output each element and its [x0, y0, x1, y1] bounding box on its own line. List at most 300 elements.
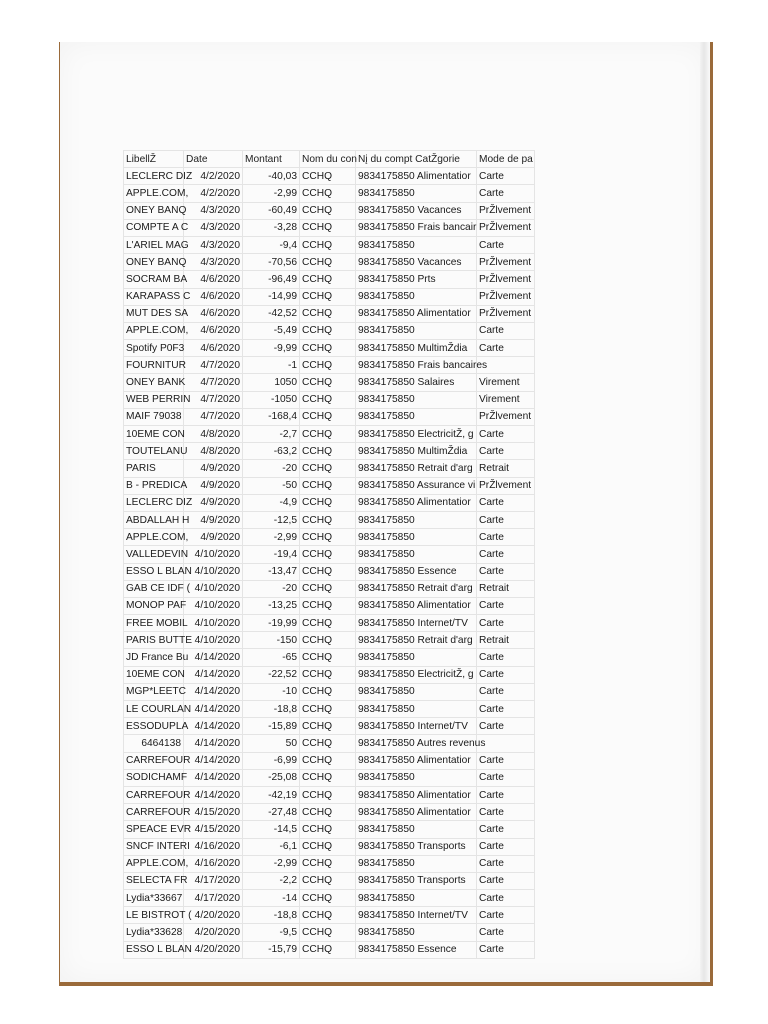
- libelle-cell: MUT DES SA: [124, 305, 184, 322]
- date-cell: 4/20/2020: [184, 907, 243, 924]
- montant-cell: -50: [243, 477, 300, 494]
- table-row: [124, 254, 535, 271]
- nom-compte-cell: CCHQ: [300, 632, 356, 649]
- mode-paiement-cell: Carte: [477, 236, 535, 253]
- mode-paiement-cell: Carte: [477, 872, 535, 889]
- numero-categorie-cell: 9834175850: [356, 236, 477, 253]
- montant-cell: -63,2: [243, 443, 300, 460]
- numero-categorie-cell: 9834175850: [356, 391, 477, 408]
- montant-cell: -42,19: [243, 786, 300, 803]
- libelle-cell: FREE MOBIL: [124, 615, 184, 632]
- date-cell: 4/6/2020: [184, 340, 243, 357]
- libelle-cell: Spotify P0F3: [124, 340, 184, 357]
- libelle-cell: SNCF INTERI: [124, 838, 184, 855]
- numero-categorie-cell: 9834175850: [356, 890, 477, 907]
- montant-cell: -22,52: [243, 666, 300, 683]
- montant-cell: -19,4: [243, 546, 300, 563]
- table-row: [124, 890, 535, 907]
- libelle-cell: ONEY BANQ: [124, 254, 184, 271]
- numero-categorie-cell: 9834175850 Retrait d'arg: [356, 460, 477, 477]
- nom-compte-cell: CCHQ: [300, 288, 356, 305]
- nom-compte-cell: CCHQ: [300, 666, 356, 683]
- numero-categorie-cell: 9834175850 Retrait d'arg: [356, 632, 477, 649]
- date-cell: 4/8/2020: [184, 426, 243, 443]
- mode-paiement-cell: Retrait: [477, 632, 535, 649]
- mode-paiement-cell: Carte: [477, 838, 535, 855]
- table-row: [124, 941, 535, 958]
- libelle-cell: COMPTE A C: [124, 219, 184, 236]
- montant-cell: -15,79: [243, 941, 300, 958]
- nom-compte-cell: CCHQ: [300, 219, 356, 236]
- table-row: [124, 408, 535, 425]
- mode-paiement-cell: Carte: [477, 185, 535, 202]
- nom-compte-cell: CCHQ: [300, 271, 356, 288]
- libelle-cell: TOUTELANU: [124, 443, 184, 460]
- numero-categorie-cell: 9834175850 Assurance vi: [356, 477, 477, 494]
- transactions-table: [123, 150, 535, 959]
- mode-paiement-cell: Carte: [477, 529, 535, 546]
- table-row: [124, 494, 535, 511]
- background: [0, 0, 768, 40]
- nom-compte-cell: CCHQ: [300, 718, 356, 735]
- montant-cell: -2,99: [243, 855, 300, 872]
- libelle-cell: ESSO L BLAN: [124, 563, 184, 580]
- libelle-cell: WEB PERRIN: [124, 391, 184, 408]
- nom-compte-cell: CCHQ: [300, 202, 356, 219]
- numero-categorie-cell: 9834175850 Autres revenus: [356, 735, 477, 752]
- table-header: [124, 151, 535, 168]
- libelle-cell: APPLE.COM,: [124, 529, 184, 546]
- nom-compte-cell: CCHQ: [300, 340, 356, 357]
- mode-paiement-cell: Carte: [477, 786, 535, 803]
- date-cell: 4/2/2020: [184, 168, 243, 185]
- numero-categorie-cell: 9834175850 Alimentatior: [356, 804, 477, 821]
- nom-compte-cell: CCHQ: [300, 254, 356, 271]
- mode-paiement-cell: Carte: [477, 666, 535, 683]
- numero-categorie-cell: 9834175850 ElectricitŽ, g: [356, 426, 477, 443]
- mode-paiement-cell: [477, 735, 535, 752]
- libelle-cell: SODICHAMF: [124, 769, 184, 786]
- date-cell: 4/9/2020: [184, 529, 243, 546]
- nom-compte-cell: CCHQ: [300, 649, 356, 666]
- montant-cell: -4,9: [243, 494, 300, 511]
- numero-categorie-cell: 9834175850 MultimŽdia: [356, 443, 477, 460]
- date-cell: 4/3/2020: [184, 202, 243, 219]
- montant-cell: -40,03: [243, 168, 300, 185]
- mode-paiement-cell: Carte: [477, 168, 535, 185]
- table-row: [124, 391, 535, 408]
- date-cell: 4/15/2020: [184, 804, 243, 821]
- date-cell: 4/3/2020: [184, 236, 243, 253]
- date-cell: 4/6/2020: [184, 271, 243, 288]
- numero-categorie-cell: 9834175850: [356, 855, 477, 872]
- nom-compte-cell: CCHQ: [300, 494, 356, 511]
- numero-categorie-cell: 9834175850: [356, 288, 477, 305]
- montant-cell: -96,49: [243, 271, 300, 288]
- montant-cell: -9,99: [243, 340, 300, 357]
- mode-paiement-cell: Retrait: [477, 460, 535, 477]
- mode-paiement-cell: PrŽlvement: [477, 254, 535, 271]
- date-cell: 4/15/2020: [184, 821, 243, 838]
- nom-compte-cell: CCHQ: [300, 460, 356, 477]
- numero-categorie-cell: 9834175850 Alimentatior: [356, 786, 477, 803]
- date-cell: 4/10/2020: [184, 632, 243, 649]
- table-row: [124, 236, 535, 253]
- nom-compte-cell: CCHQ: [300, 168, 356, 185]
- numero-categorie-cell: 9834175850 Essence: [356, 941, 477, 958]
- table-row: [124, 271, 535, 288]
- date-cell: 4/7/2020: [184, 357, 243, 374]
- libelle-cell: L'ARIEL MAG: [124, 236, 184, 253]
- numero-categorie-cell: 9834175850: [356, 511, 477, 528]
- numero-categorie-cell: 9834175850 MultimŽdia: [356, 340, 477, 357]
- table-row: [124, 907, 535, 924]
- nom-compte-cell: CCHQ: [300, 305, 356, 322]
- libelle-cell: 6464138: [124, 735, 184, 752]
- libelle-cell: Lydia*33628: [124, 924, 184, 941]
- nom-compte-cell: CCHQ: [300, 890, 356, 907]
- table-row: [124, 597, 535, 614]
- numero-categorie-cell: 9834175850 Transports: [356, 838, 477, 855]
- libelle-cell: LE BISTROT (: [124, 907, 184, 924]
- numero-categorie-cell: 9834175850 Essence: [356, 563, 477, 580]
- libelle-cell: ESSO L BLAN: [124, 941, 184, 958]
- mode-paiement-cell: Carte: [477, 701, 535, 718]
- date-cell: 4/20/2020: [184, 924, 243, 941]
- nom-compte-cell: CCHQ: [300, 907, 356, 924]
- table-row: [124, 872, 535, 889]
- numero-categorie-cell: 9834175850 Retrait d'arg: [356, 580, 477, 597]
- montant-cell: -2,99: [243, 529, 300, 546]
- date-cell: 4/6/2020: [184, 322, 243, 339]
- mode-paiement-cell: Carte: [477, 615, 535, 632]
- table-row: [124, 924, 535, 941]
- table-row: [124, 855, 535, 872]
- montant-header: Montant: [243, 151, 300, 168]
- nom-compte-cell: CCHQ: [300, 924, 356, 941]
- mode-paiement-cell: Virement: [477, 374, 535, 391]
- montant-cell: 50: [243, 735, 300, 752]
- libelle-cell: SELECTA FR: [124, 872, 184, 889]
- numero-categorie-cell: 9834175850 Alimentatior: [356, 305, 477, 322]
- numero-categorie-cell: 9834175850 Internet/TV: [356, 615, 477, 632]
- montant-cell: -18,8: [243, 701, 300, 718]
- montant-cell: -42,52: [243, 305, 300, 322]
- mode-paiement-cell: PrŽlvement: [477, 305, 535, 322]
- montant-cell: -20: [243, 460, 300, 477]
- date-cell: 4/14/2020: [184, 735, 243, 752]
- mode-paiement-cell: Carte: [477, 683, 535, 700]
- mode-paiement-cell: Carte: [477, 855, 535, 872]
- table-row: [124, 546, 535, 563]
- date-cell: 4/10/2020: [184, 546, 243, 563]
- montant-cell: -14,99: [243, 288, 300, 305]
- montant-cell: -1050: [243, 391, 300, 408]
- montant-cell: -27,48: [243, 804, 300, 821]
- libelle-cell: MGP*LEETC: [124, 683, 184, 700]
- libelle-cell: PARIS BUTTE: [124, 632, 184, 649]
- date-cell: 4/6/2020: [184, 305, 243, 322]
- date-cell: 4/9/2020: [184, 511, 243, 528]
- mode-paiement-cell: Carte: [477, 752, 535, 769]
- numero-categorie-cell: 9834175850 Prts: [356, 271, 477, 288]
- libelle-cell: FOURNITUR: [124, 357, 184, 374]
- montant-cell: -6,99: [243, 752, 300, 769]
- numero-categorie-cell: 9834175850: [356, 769, 477, 786]
- date-cell: 4/10/2020: [184, 597, 243, 614]
- montant-cell: -9,4: [243, 236, 300, 253]
- nom-compte-cell: CCHQ: [300, 408, 356, 425]
- libelle-cell: ONEY BANQ: [124, 202, 184, 219]
- nom-compte-cell: CCHQ: [300, 185, 356, 202]
- nom-compte-cell: CCHQ: [300, 683, 356, 700]
- libelle-cell: CARREFOUR: [124, 804, 184, 821]
- table-row: [124, 804, 535, 821]
- date-cell: 4/14/2020: [184, 666, 243, 683]
- nom-compte-cell: CCHQ: [300, 838, 356, 855]
- montant-cell: -5,49: [243, 322, 300, 339]
- mode-paiement-cell: PrŽlvement: [477, 271, 535, 288]
- numero-categorie-cell: 9834175850: [356, 322, 477, 339]
- date-cell: 4/3/2020: [184, 254, 243, 271]
- numero-categorie-cell: 9834175850 Internet/TV: [356, 718, 477, 735]
- numero-categorie-cell: 9834175850 Alimentatior: [356, 494, 477, 511]
- table-row: [124, 357, 535, 374]
- montant-cell: -2,99: [243, 185, 300, 202]
- montant-cell: -1: [243, 357, 300, 374]
- table-row: [124, 735, 535, 752]
- date-cell: 4/14/2020: [184, 683, 243, 700]
- numero-categorie-cell: 9834175850: [356, 701, 477, 718]
- libelle-cell: 10EME CON: [124, 666, 184, 683]
- nom-compte-cell: CCHQ: [300, 872, 356, 889]
- nom-compte-cell: CCHQ: [300, 597, 356, 614]
- libelle-cell: LECLERC DIZ: [124, 168, 184, 185]
- nom-compte-cell: CCHQ: [300, 941, 356, 958]
- mode-paiement-cell: Carte: [477, 924, 535, 941]
- nom-compte-cell: CCHQ: [300, 529, 356, 546]
- table-row: [124, 718, 535, 735]
- montant-cell: -25,08: [243, 769, 300, 786]
- table-row: [124, 838, 535, 855]
- table-row: [124, 769, 535, 786]
- montant-cell: -15,89: [243, 718, 300, 735]
- date-cell: 4/8/2020: [184, 443, 243, 460]
- numero-categorie-cell: 9834175850 Alimentatior: [356, 752, 477, 769]
- mode-paiement-cell: PrŽlvement: [477, 408, 535, 425]
- mode-paiement-cell: Carte: [477, 597, 535, 614]
- numero-categorie-cell: 9834175850 Transports: [356, 872, 477, 889]
- libelle-cell: JD France Bu: [124, 649, 184, 666]
- nom-compte-cell: CCHQ: [300, 511, 356, 528]
- date-cell: 4/14/2020: [184, 701, 243, 718]
- date-cell: 4/14/2020: [184, 786, 243, 803]
- montant-cell: -10: [243, 683, 300, 700]
- montant-cell: -168,4: [243, 408, 300, 425]
- date-cell: 4/7/2020: [184, 408, 243, 425]
- table-row: [124, 615, 535, 632]
- table-row: [124, 683, 535, 700]
- montant-cell: -65: [243, 649, 300, 666]
- libelle-cell: CARREFOUR: [124, 752, 184, 769]
- libelle-cell: 10EME CON: [124, 426, 184, 443]
- table-row: [124, 632, 535, 649]
- libelle-cell: LECLERC DIZ: [124, 494, 184, 511]
- mode-paiement-cell: PrŽlvement: [477, 477, 535, 494]
- numero-categorie-cell: 9834175850: [356, 821, 477, 838]
- montant-cell: -2,2: [243, 872, 300, 889]
- nom-compte-cell: CCHQ: [300, 769, 356, 786]
- table-row: [124, 305, 535, 322]
- libelle-cell: ABDALLAH H: [124, 511, 184, 528]
- table-row: [124, 477, 535, 494]
- table-row: [124, 443, 535, 460]
- table-row: [124, 649, 535, 666]
- mode-paiement-cell: Retrait: [477, 580, 535, 597]
- libelle-cell: Lydia*33667: [124, 890, 184, 907]
- date-cell: 4/17/2020: [184, 890, 243, 907]
- nom-compte-cell: CCHQ: [300, 855, 356, 872]
- header-row: [124, 151, 535, 168]
- nom-compte-cell: CCHQ: [300, 615, 356, 632]
- date-cell: 4/9/2020: [184, 460, 243, 477]
- mode-paiement-cell: PrŽlvement: [477, 202, 535, 219]
- date-cell: 4/14/2020: [184, 649, 243, 666]
- date-cell: 4/17/2020: [184, 872, 243, 889]
- numero-categorie-cell: 9834175850: [356, 408, 477, 425]
- mode-paiement-cell: Carte: [477, 563, 535, 580]
- mode-paiement-cell: PrŽlvement: [477, 288, 535, 305]
- date-cell: 4/9/2020: [184, 494, 243, 511]
- numero-categorie-header: Nį du compt CatŽgorie: [356, 151, 477, 168]
- table-row: [124, 288, 535, 305]
- numero-categorie-cell: 9834175850: [356, 649, 477, 666]
- libelle-cell: APPLE.COM,: [124, 322, 184, 339]
- date-cell: 4/7/2020: [184, 374, 243, 391]
- nom-compte-cell: CCHQ: [300, 804, 356, 821]
- table-row: [124, 563, 535, 580]
- libelle-cell: GAB CE IDF (: [124, 580, 184, 597]
- mode-paiement-cell: Carte: [477, 426, 535, 443]
- libelle-cell: KARAPASS C: [124, 288, 184, 305]
- montant-cell: -70,56: [243, 254, 300, 271]
- libelle-cell: CARREFOUR: [124, 786, 184, 803]
- table-row: [124, 426, 535, 443]
- mode-paiement-cell: Carte: [477, 769, 535, 786]
- nom-compte-header: Nom du con: [300, 151, 356, 168]
- libelle-cell: APPLE.COM,: [124, 855, 184, 872]
- libelle-cell: APPLE.COM,: [124, 185, 184, 202]
- mode-paiement-cell: Carte: [477, 322, 535, 339]
- libelle-cell: VALLEDEVIN: [124, 546, 184, 563]
- mode-paiement-cell: Carte: [477, 649, 535, 666]
- mode-paiement-cell: Virement: [477, 391, 535, 408]
- table-row: [124, 168, 535, 185]
- table-row: [124, 666, 535, 683]
- nom-compte-cell: CCHQ: [300, 821, 356, 838]
- table-body: [124, 168, 535, 959]
- libelle-cell: MONOP PAF: [124, 597, 184, 614]
- date-cell: 4/16/2020: [184, 838, 243, 855]
- numero-categorie-cell: 9834175850: [356, 185, 477, 202]
- mode-paiement-cell: PrŽlvement: [477, 219, 535, 236]
- date-cell: 4/16/2020: [184, 855, 243, 872]
- numero-categorie-cell: 9834175850 Alimentatior: [356, 597, 477, 614]
- libelle-cell: MAIF 79038: [124, 408, 184, 425]
- date-cell: 4/3/2020: [184, 219, 243, 236]
- montant-cell: -60,49: [243, 202, 300, 219]
- table-row: [124, 752, 535, 769]
- montant-cell: -13,47: [243, 563, 300, 580]
- numero-categorie-cell: 9834175850 Internet/TV: [356, 907, 477, 924]
- mode-paiement-cell: Carte: [477, 340, 535, 357]
- table-row: [124, 786, 535, 803]
- date-cell: 4/2/2020: [184, 185, 243, 202]
- nom-compte-cell: CCHQ: [300, 752, 356, 769]
- date-cell: 4/14/2020: [184, 718, 243, 735]
- libelle-cell: LE COURLAN: [124, 701, 184, 718]
- libelle-header: LibellŽ: [124, 151, 184, 168]
- montant-cell: -2,7: [243, 426, 300, 443]
- montant-cell: -14: [243, 890, 300, 907]
- table-row: [124, 529, 535, 546]
- montant-cell: -6,1: [243, 838, 300, 855]
- numero-categorie-cell: 9834175850 Vacances: [356, 254, 477, 271]
- table-row: [124, 511, 535, 528]
- nom-compte-cell: CCHQ: [300, 546, 356, 563]
- date-cell: 4/20/2020: [184, 941, 243, 958]
- date-cell: 4/10/2020: [184, 615, 243, 632]
- libelle-cell: ONEY BANK: [124, 374, 184, 391]
- mode-paiement-header: Mode de pa: [477, 151, 535, 168]
- montant-cell: -18,8: [243, 907, 300, 924]
- mode-paiement-cell: Carte: [477, 907, 535, 924]
- table-row: [124, 219, 535, 236]
- nom-compte-cell: CCHQ: [300, 580, 356, 597]
- montant-cell: -150: [243, 632, 300, 649]
- montant-cell: -12,5: [243, 511, 300, 528]
- table-row: [124, 821, 535, 838]
- mode-paiement-cell: Carte: [477, 890, 535, 907]
- mode-paiement-cell: Carte: [477, 511, 535, 528]
- numero-categorie-cell: 9834175850 Frais bancaires: [356, 357, 477, 374]
- numero-categorie-cell: 9834175850: [356, 529, 477, 546]
- nom-compte-cell: CCHQ: [300, 786, 356, 803]
- table-row: [124, 374, 535, 391]
- table-row: [124, 340, 535, 357]
- numero-categorie-cell: 9834175850: [356, 683, 477, 700]
- date-cell: 4/9/2020: [184, 477, 243, 494]
- montant-cell: -3,28: [243, 219, 300, 236]
- numero-categorie-cell: 9834175850 Salaires: [356, 374, 477, 391]
- mode-paiement-cell: Carte: [477, 941, 535, 958]
- nom-compte-cell: CCHQ: [300, 443, 356, 460]
- table-row: [124, 701, 535, 718]
- mode-paiement-cell: Carte: [477, 546, 535, 563]
- numero-categorie-cell: 9834175850 Vacances: [356, 202, 477, 219]
- date-header: Date: [184, 151, 243, 168]
- libelle-cell: SPEACE EVR: [124, 821, 184, 838]
- montant-cell: 1050: [243, 374, 300, 391]
- montant-cell: -20: [243, 580, 300, 597]
- nom-compte-cell: CCHQ: [300, 477, 356, 494]
- libelle-cell: ESSODUPLA: [124, 718, 184, 735]
- table-row: [124, 202, 535, 219]
- montant-cell: -9,5: [243, 924, 300, 941]
- montant-cell: -14,5: [243, 821, 300, 838]
- mode-paiement-cell: Carte: [477, 443, 535, 460]
- numero-categorie-cell: 9834175850: [356, 924, 477, 941]
